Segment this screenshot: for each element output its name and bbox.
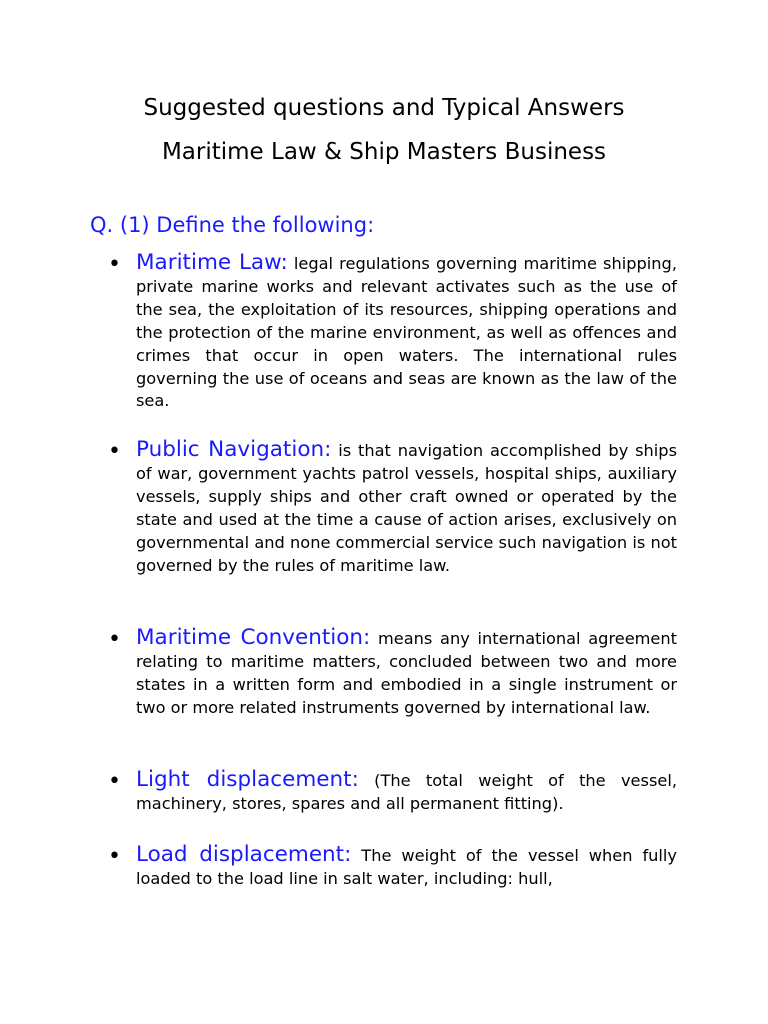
- definition-item-light-displacement: [108, 767, 677, 816]
- bullet-icon: •: [108, 844, 121, 869]
- bullet-icon: •: [108, 252, 121, 277]
- definition-term: Light displacement:: [136, 767, 359, 792]
- bullet-icon: •: [108, 439, 121, 464]
- document-title-line-2: Maritime Law & Ship Masters Business: [161, 139, 607, 165]
- definition-term: Maritime Convention:: [136, 625, 371, 650]
- document-title-line-1: Suggested questions and Typical Answers: [143, 95, 625, 121]
- definition-text: is that navigation accomplished by ships of war, government yachts patrol vessels, hospital ships, auxiliary vessels, supply ships and other craft owned or operated by the state and used at the time a cause of action arises, exclusively on governmental and none commercial service such navigation is not governed by the rules of maritime law.: [136, 441, 678, 575]
- definition-item-load-displacement: [108, 842, 677, 891]
- definition-item-public-navigation: [108, 437, 678, 577]
- definition-term: Public Navigation:: [136, 437, 332, 462]
- bullet-icon: •: [108, 627, 121, 652]
- definition-text: legal regulations governing maritime shipping, private marine works and relevant activates such as the use of the sea, the exploitation of its resources, shipping operations and the protection of the marine environment, as well as offences and crimes that occur in open waters. The international rules governing the use of oceans and seas are known as the law of the sea.: [136, 254, 677, 411]
- definition-term: Load displacement:: [136, 842, 352, 867]
- definition-text: (The total weight of the vessel, machinery, stores, spares and all permanent fitting).: [136, 771, 677, 813]
- bullet-icon: •: [108, 769, 121, 794]
- definition-item-maritime-law: [108, 250, 677, 413]
- definition-text: means any international agreement relating to maritime matters, concluded between two and more states in a written form and embodied in a single instrument or two or more related instruments governed by international law.: [136, 629, 678, 717]
- question-heading: Q. (1) Define the following:: [90, 213, 375, 237]
- definition-text: The weight of the vessel when fully loaded to the load line in salt water, including: hull,: [136, 846, 677, 888]
- definition-item-maritime-convention: [108, 625, 678, 720]
- definition-term: Maritime Law:: [136, 250, 288, 275]
